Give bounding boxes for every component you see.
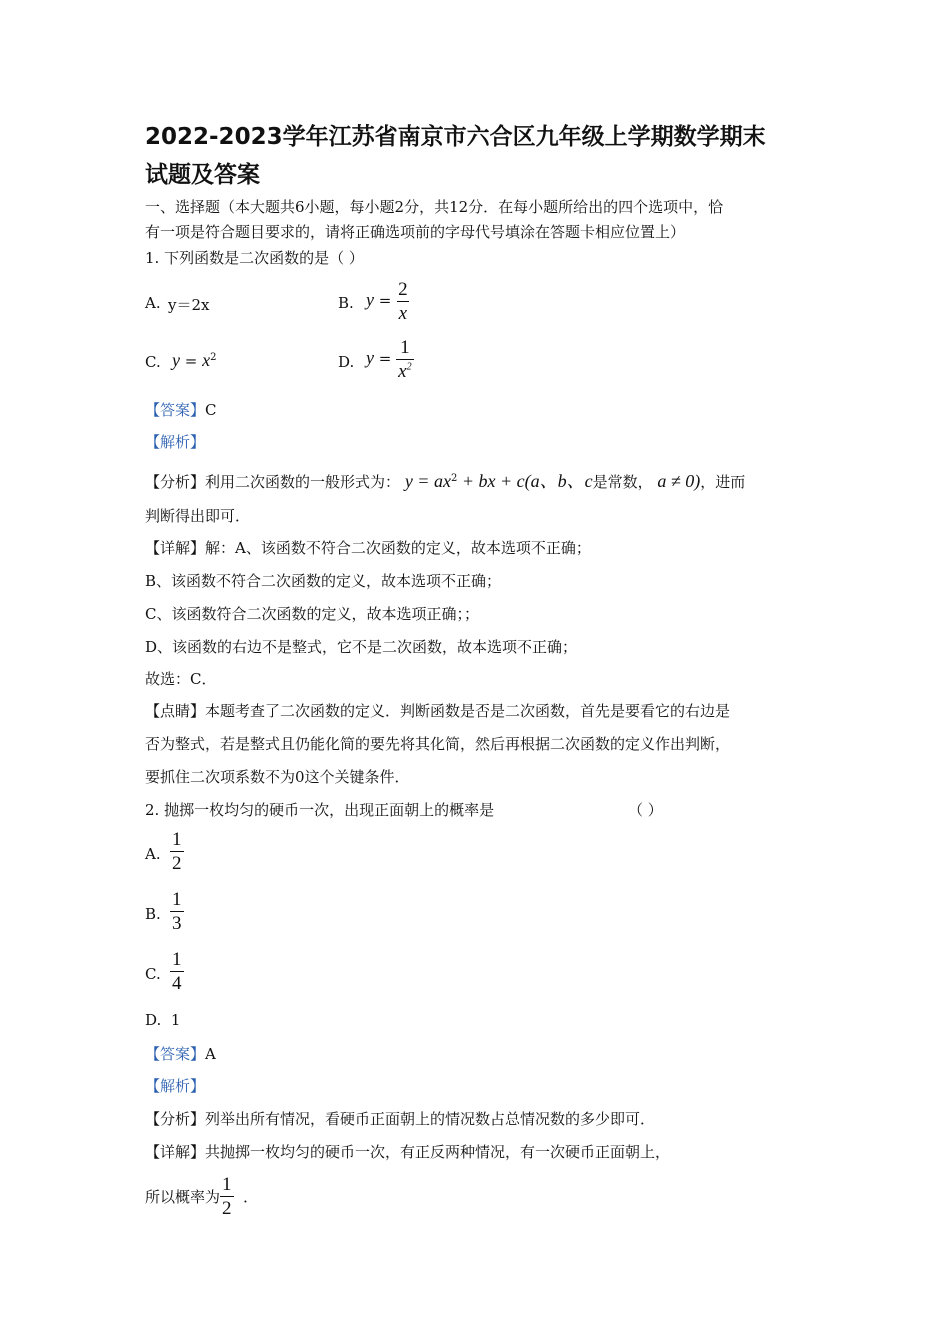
q1-fenxi-text: 利用二次函数的一般形式为： [205, 473, 401, 491]
q1-option-d-label: D. [338, 353, 355, 371]
q1-fenxi-formula: y = ax [404, 471, 451, 491]
section-instructions-line2: 有一项是符合题目要求的，请将正确选项前的字母代号填涂在答题卡相应位置上） [145, 223, 686, 241]
q2-option-b-fraction [170, 890, 184, 933]
q2-option-b-num: 1 [172, 889, 182, 910]
q2-detail [145, 1141, 670, 1162]
q1-fenxi-tag: 【分析】 [145, 473, 206, 491]
q2-stem: 2. 抛掷一枚均匀的硬币一次，出现正面朝上的概率是 [145, 801, 495, 819]
section-instructions: 一、选择题（本大题共6小题，每小题2分，共12分．在每小题所给出的四个选项中，恰 [145, 198, 724, 216]
q2-option-d-label: D. [145, 1011, 162, 1029]
q2-option-c-label: C. [145, 965, 161, 983]
q1-option-d-den [396, 359, 413, 381]
q2-result [145, 1175, 258, 1218]
q1-fenxi-formula-exp: 2 [450, 473, 458, 484]
q1-analysis-tag: 【解析】 [145, 433, 206, 451]
q2-answer-tag: 【答案】 [145, 1045, 206, 1063]
q2-option-b-den: 3 [172, 913, 182, 934]
q2-option-b-label: B. [145, 905, 161, 923]
q2-analysis-tag: 【解析】 [145, 1077, 206, 1095]
q1-detail-d: D、该函数的右边不是整式，它不是二次函数，故本选项不正确； [145, 638, 578, 656]
q1-option-d-lhs: y [366, 347, 374, 368]
q1-option-b-expr [366, 280, 410, 323]
q1-choose: 故选：C． [145, 670, 217, 688]
page-title-line2: 试题及答案 [145, 162, 260, 188]
q1-option-b-num: 2 [398, 279, 408, 300]
q1-option-c-label: C. [145, 353, 161, 371]
q1-fenxi-end: ，进而 [700, 473, 746, 491]
q2-paren: （ ） [628, 801, 663, 819]
q1-detail [145, 537, 591, 558]
q1-answer [145, 399, 217, 420]
q2-option-a-label: A. [145, 845, 161, 863]
page-title: 2022-2023学年江苏省南京市六合区九年级上学期数学期末 [145, 124, 766, 150]
q1-fenxi [145, 467, 745, 493]
q1-option-d-eq: = [378, 349, 392, 368]
q1-option-c-exp: 2 [210, 352, 217, 363]
q1-option-c-expr [172, 350, 217, 371]
q1-fenxi-formula-rest: + bx + c(a、b、c [457, 471, 593, 491]
q1-dianjing-line2: 否为整式，若是整式且仍能化简的要先将其化简，然后再根据二次函数的定义作出判断， [145, 735, 731, 753]
q1-detail-b: B、该函数不符合二次函数的定义，故本选项不正确； [145, 572, 502, 590]
q2-option-a-num: 1 [172, 829, 182, 850]
q2-fenxi [145, 1108, 655, 1129]
q1-dianjing-line3: 要抓住二次项系数不为0这个关键条件． [145, 768, 410, 786]
q1-option-b-eq: = [378, 291, 392, 310]
q1-answer-value: C [205, 401, 217, 419]
q1-fenxi-formula-tail: 是常数， [592, 473, 653, 491]
q2-result-num: 1 [222, 1174, 232, 1195]
q2-fenxi-tag: 【分析】 [145, 1110, 206, 1128]
q2-option-c-den: 4 [172, 973, 182, 994]
q2-option-d-text: 1 [170, 1011, 181, 1029]
q2-result-den: 2 [222, 1198, 232, 1219]
q2-option-a-fraction [170, 830, 184, 873]
q2-option-d [145, 1011, 180, 1029]
q1-option-c-eq: = [184, 352, 198, 370]
q1-option-b-lhs: y [366, 289, 374, 310]
q2-result-text: 所以概率为 [145, 1188, 221, 1206]
q1-detail-a: 解：A、该函数不符合二次函数的定义，故本选项不正确； [205, 539, 591, 557]
q1-option-a-text: y＝2x [168, 296, 210, 314]
q2-option-c-fraction [170, 950, 184, 993]
q2-option-a-den: 2 [172, 853, 182, 874]
q1-option-c-y: y [172, 350, 180, 370]
q1-option-d-den-exp: 2 [406, 361, 412, 373]
q1-dianjing-tag: 【点睛】 [145, 702, 206, 720]
q1-option-d-den-base: x [398, 361, 407, 382]
q2-fenxi-text: 列举出所有情况，看硬币正面朝上的情况数占总情况数的多少即可． [205, 1110, 656, 1128]
q1-stem: 1. 下列函数是二次函数的是（ ） [145, 249, 364, 267]
q1-answer-tag: 【答案】 [145, 401, 206, 419]
q1-detail-c: C、该函数符合二次函数的定义，故本选项正确；； [145, 605, 479, 623]
q1-option-d-fraction [396, 338, 413, 381]
q2-option-c-num: 1 [172, 949, 182, 970]
q2-result-end: ． [243, 1188, 259, 1206]
q2-detail-text: 共抛掷一枚均匀的硬币一次，有正反两种情况，有一次硬币正面朝上， [205, 1143, 671, 1161]
q2-answer [145, 1043, 216, 1064]
q2-answer-value: A [205, 1045, 216, 1063]
q1-option-d-expr [366, 338, 414, 381]
q1-detail-tag: 【详解】 [145, 539, 206, 557]
q1-option-b-label: B. [338, 294, 354, 312]
q1-option-d-num: 1 [400, 337, 410, 358]
q2-detail-tag: 【详解】 [145, 1143, 206, 1161]
q1-option-a-label: A. [145, 294, 161, 312]
q1-dianjing-line1: 本题考查了二次函数的定义．判断函数是否是二次函数，首先是要看它的右边是 [205, 702, 731, 720]
q1-fenxi-condition: a ≠ 0) [657, 471, 701, 491]
q1-option-c-base: x [202, 350, 211, 370]
q1-fenxi-line2: 判断得出即可． [145, 507, 251, 525]
q1-option-b-fraction [396, 280, 410, 323]
q1-dianjing [145, 700, 730, 721]
q1-option-b-den: x [398, 303, 408, 324]
